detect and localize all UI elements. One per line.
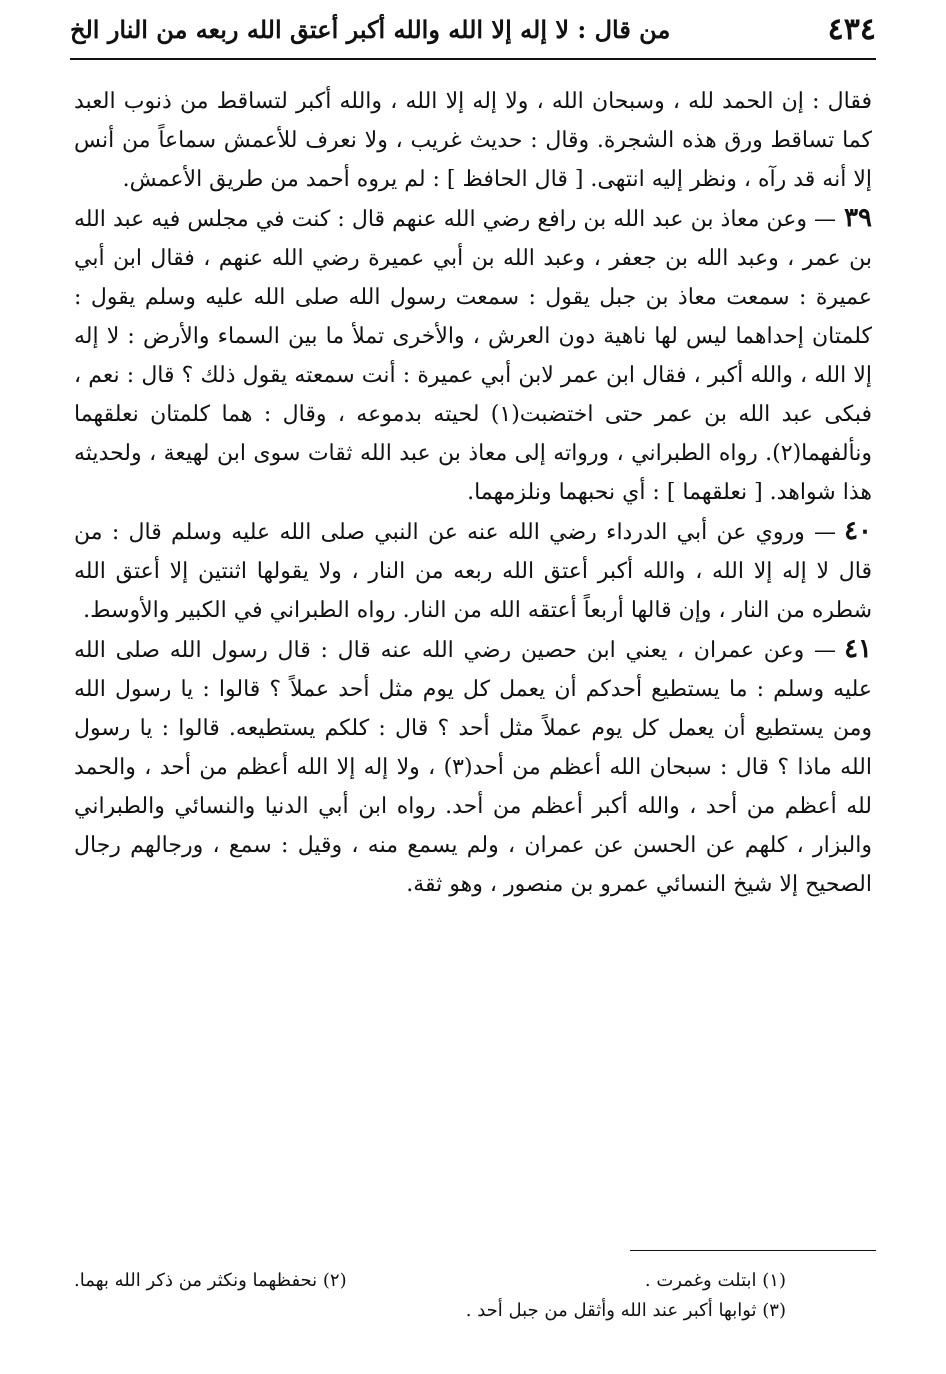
footnote-row — [74, 1266, 786, 1296]
footnote-3: (٣) ثوابها أكبر عند الله وأثقل من جبل أحد . — [465, 1300, 786, 1321]
hadith-41 — [74, 630, 872, 904]
footnote-1: (١) ابتلت وغمرت . — [644, 1270, 786, 1291]
hadith-number: ٤٠ — [844, 516, 872, 546]
footnote-row — [74, 1296, 786, 1326]
main-text — [74, 82, 872, 904]
running-header — [70, 6, 876, 52]
paragraph-continuation — [74, 82, 872, 199]
chapter-title: من قال : لا إله إلا الله والله أكبر أعتق الله ربعه من النار الخ — [70, 14, 671, 44]
hadith-40 — [74, 512, 872, 630]
hadith-number: ٤١ — [844, 634, 872, 664]
footnote-2: (٢) نحفظهما ونكثر من ذكر الله بهما. — [74, 1270, 347, 1291]
header-divider — [70, 58, 876, 60]
hadith-text: — وروي عن أبي الدرداء رضي الله عنه عن النبي صلى الله عليه وسلم قال : من قال لا إله إلا الله ، والله أكبر أعتق الله ربعه من النار ، ولا يقولها اثنتين إلا أعتق الله شطره من النار ، وإن قالها أربعاً أعتقه الله من النار. رواه الطبراني في الكبير والأوسط. — [74, 520, 872, 623]
hadith-number: ٣٩ — [844, 203, 872, 233]
footnotes — [74, 1266, 786, 1326]
hadith-text: — وعن عمران ، يعني ابن حصين رضي الله عنه قال : قال رسول الله صلى الله عليه وسلم : ما يستطيع أحدكم أن يعمل كل يوم مثل أحد عملاً ؟ قالوا : يا رسول الله ومن يستطيع أن يعمل كل يوم عملاً مثل أحد ؟ قال : كلكم يستطيعه. قالوا : يا رسول الله ماذا ؟ قال : سبحان الله أعظم من أحد(٣) ، ولا إله إلا الله أعظم من أحد ، والحمد لله أعظم من أحد ، والله أكبر أعظم من أحد. رواه ابن أبي الدنيا والنسائي والطبراني والبزار ، كلهم عن الحسن عن عمران ، ولم يسمع منه ، وقيل : سمع ، ورجالهم رجال الصحيح إلا شيخ النسائي عمرو بن منصور ، وهو ثقة. — [74, 638, 872, 897]
hadith-text: — وعن معاذ بن عبد الله بن رافع رضي الله عنهم قال : كنت في مجلس فيه عبد الله بن عمر ، وعبد الله بن جعفر ، وعبد الله بن أبي عميرة رضي الله عنهم ، فقال ابن أبي عميرة : سمعت معاذ بن جبل يقول : سمعت رسول الله صلى الله عليه وسلم يقول : كلمتان إحداهما ليس لها ناهية دون العرش ، والأخرى تملأ ما بين السماء والأرض : لا إله إلا الله ، والله أكبر ، فقال ابن عمر لابن أبي عميرة : أنت سمعته يقول ذلك ؟ قال : نعم ، فبكى عبد الله بن عمر حتى اختضبت(١) لحيته بدموعه ، وقال : هما كلمتان نعلقهما ونألفهما(٢). رواه الطبراني ، ورواته إلى معاذ بن عبد الله ثقات سوى ابن لهيعة ، ولحديثه هذا شواهد. [ نعلقهما ] : أي نحبهما ونلزمهما. — [74, 207, 872, 505]
footnote-divider — [630, 1250, 876, 1251]
hadith-39 — [74, 199, 872, 512]
page-number: ٤٣٤ — [827, 11, 876, 47]
paragraph-text: فقال : إن الحمد لله ، وسبحان الله ، ولا إله إلا الله ، والله أكبر لتساقط من ذنوب العبد كما تساقط ورق هذه الشجرة. وقال : حديث غريب ، ولا نعرف للأعمش سماعاً من أنس إلا أنه قد رآه ، ونظر إليه انتهى. [ قال الحافظ ] : لم يروه أحمد من طريق الأعمش. — [74, 89, 872, 192]
